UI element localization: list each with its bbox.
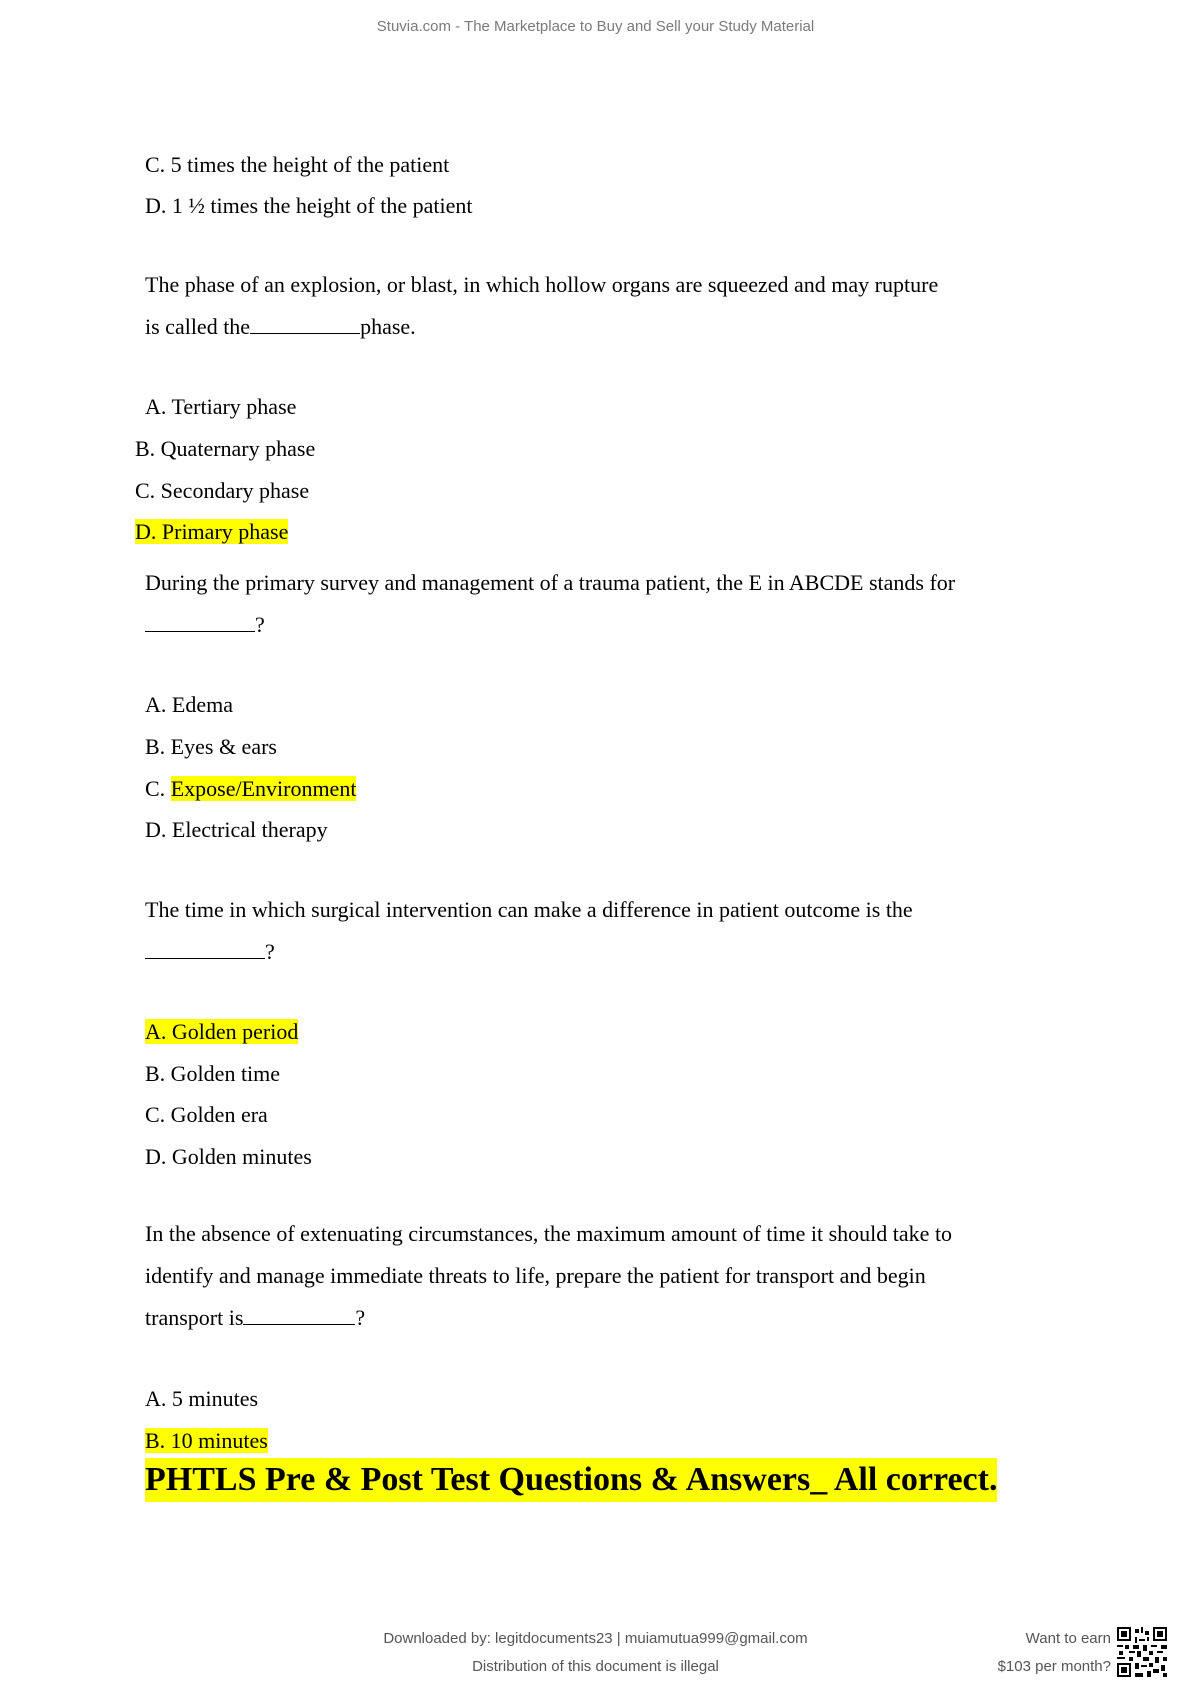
q2-text-suffix: ? [255,612,265,637]
answer-blank [145,613,255,632]
q3-option-c: C. Golden era [145,1102,268,1127]
q1-text-line1: The phase of an explosion, or blast, in which hollow organs are squeezed and may rupture [145,272,939,297]
earn-promo-line2[interactable]: $103 per month? [997,1658,1111,1675]
q4-text-line3 [145,1303,365,1333]
download-notice: Downloaded by: legitdocuments23 | muiamutua999@gmail.com [383,1630,808,1647]
document-title: PHTLS Pre & Post Test Questions & Answers_ All correct. [145,1458,997,1502]
q2-option-d: D. Electrical therapy [145,817,328,842]
q1-text-prefix: is called the [145,314,251,339]
highlighted-answer: B. 10 minutes [145,1428,268,1453]
q1-option-d-correct [135,517,288,547]
q4-text-line1: In the absence of extenuating circumstances, the maximum amount of time it should take to [145,1221,953,1246]
q3-option-d: D. Golden minutes [145,1144,312,1169]
page-header: Stuvia.com - The Marketplace to Buy and Sell your Study Material [376,18,815,35]
answer-blank [145,940,265,959]
q1-option-b: B. Quaternary phase [135,436,316,461]
q3-text-line2 [145,937,275,967]
q2-option-a: A. Edema [145,692,233,717]
q1-text-suffix: phase. [360,314,416,339]
answer-blank [243,1306,355,1325]
q2-option-c-correct [145,774,356,804]
option-prefix: C. [145,776,171,801]
q1-option-a: A. Tertiary phase [145,394,297,419]
q4-text-line2: identify and manage immediate threats to life, prepare the patient for transport and begin [145,1263,926,1288]
q2-option-b: B. Eyes & ears [145,734,277,759]
highlighted-answer: Expose/Environment [170,776,357,801]
prev-option-c: C. 5 times the height of the patient [145,152,450,177]
q4-option-a: A. 5 minutes [145,1386,259,1411]
q3-text-suffix: ? [265,939,275,964]
q3-option-a-correct [145,1017,298,1047]
distribution-notice: Distribution of this document is illegal [472,1658,719,1675]
earn-promo-line1[interactable]: Want to earn [1025,1630,1111,1647]
qr-code-icon[interactable] [1117,1627,1167,1677]
q4-text-suffix: ? [355,1305,366,1330]
highlighted-answer: A. Golden period [145,1019,299,1044]
q1-option-c: C. Secondary phase [135,478,310,503]
q1-text-line2 [145,312,416,342]
prev-option-d: D. 1 ½ times the height of the patient [145,193,473,218]
q2-text-line2 [145,610,265,640]
q4-option-b-correct [145,1426,268,1456]
answer-blank [250,315,360,334]
q4-text-prefix: transport is [145,1305,244,1330]
highlighted-answer: D. Primary phase [135,519,289,544]
q2-text-line1: During the primary survey and management of a trauma patient, the E in ABCDE stands for [145,570,956,595]
q3-option-b: B. Golden time [145,1061,281,1086]
q3-text-line1: The time in which surgical intervention can make a difference in patient outcome is the [145,897,913,922]
